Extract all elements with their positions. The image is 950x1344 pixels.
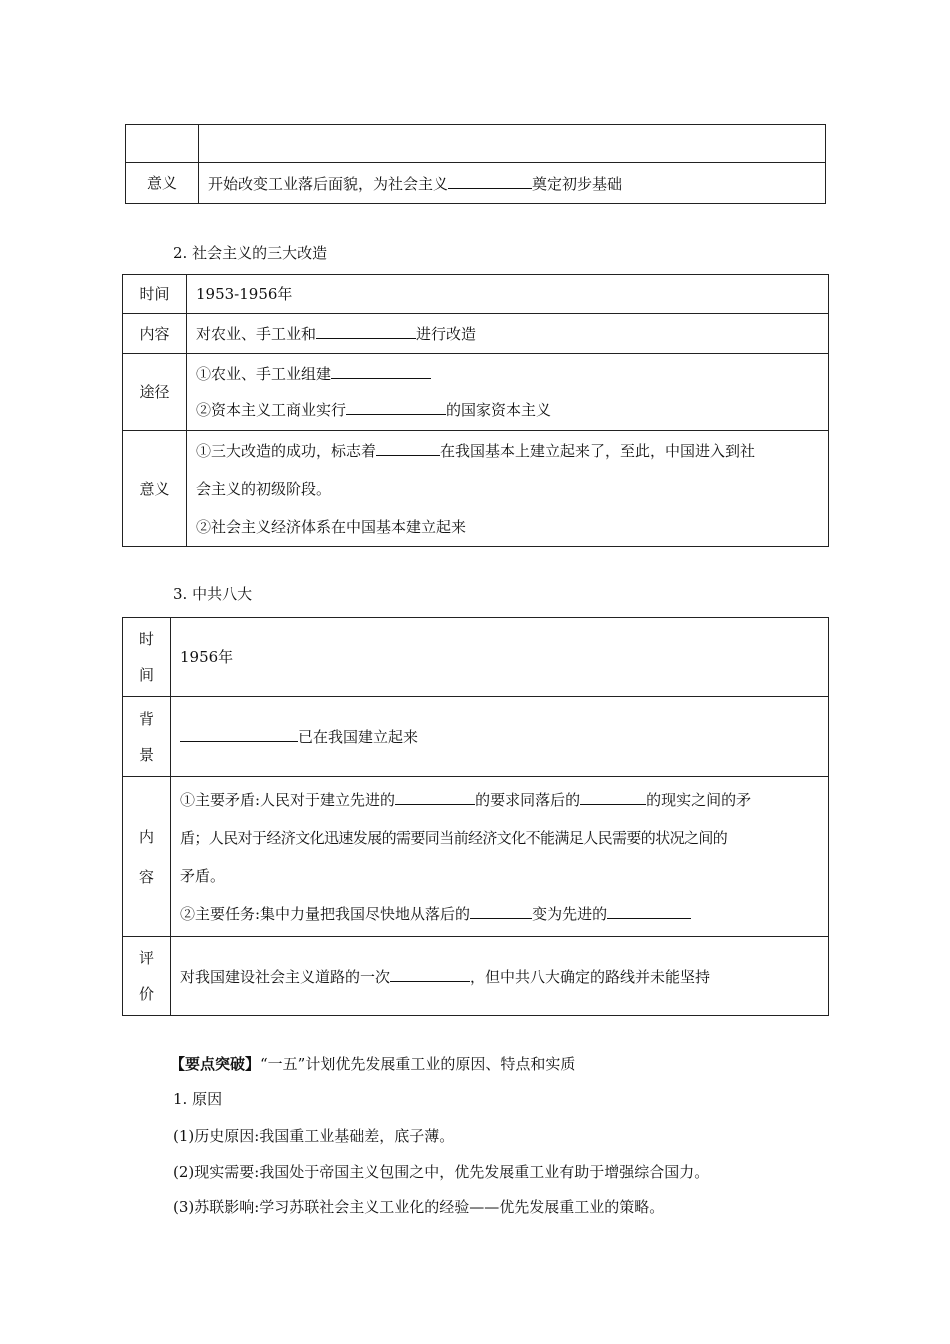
row-content: 1953-1956年 bbox=[187, 275, 829, 314]
table-first-five-year-plan-tail bbox=[125, 124, 826, 204]
row-content: ①三大改造的成功，标志着 在我国基本上建立起来了，至此，中国进入到社 会主义的初级阶段。 ②社会主义经济体系在中国基本建立起来 bbox=[187, 431, 829, 547]
table-row bbox=[123, 618, 829, 697]
table-three-transformations bbox=[122, 274, 829, 547]
table-row bbox=[123, 314, 829, 354]
row-content: 对我国建设社会主义道路的一次 ，但中共八大确定的路线并未能坚持 bbox=[171, 937, 829, 1016]
row-label: 途径 bbox=[123, 354, 187, 431]
fill-in-blank[interactable] bbox=[390, 966, 470, 982]
table-row bbox=[123, 937, 829, 1016]
empty-cell bbox=[126, 125, 199, 163]
table-row bbox=[126, 163, 826, 204]
row-content: 开始改变工业落后面貌，为社会主义 奠定初步基础 bbox=[199, 163, 826, 204]
row-label: 内 容 bbox=[123, 777, 171, 937]
keypoint-item: (1)历史原因:我国重工业基础差，底子薄。 bbox=[173, 1127, 455, 1145]
row-label: 意义 bbox=[126, 163, 199, 204]
row-label: 内容 bbox=[123, 314, 187, 354]
table-row bbox=[123, 431, 829, 547]
row-content: 已在我国建立起来 bbox=[171, 697, 829, 777]
section-heading: 3. 中共八大 bbox=[173, 585, 253, 603]
fill-in-blank[interactable] bbox=[470, 903, 532, 919]
table-row bbox=[126, 125, 826, 163]
table-row bbox=[123, 275, 829, 314]
row-label: 意义 bbox=[123, 431, 187, 547]
table-row bbox=[123, 697, 829, 777]
row-content: 1956年 bbox=[171, 618, 829, 697]
keypoint-title: “一五”计划优先发展重工业的原因、特点和实质 bbox=[260, 1055, 576, 1073]
keypoint-item: (2)现实需要:我国处于帝国主义包围之中，优先发展重工业有助于增强综合国力。 bbox=[173, 1163, 710, 1181]
fill-in-blank[interactable] bbox=[607, 903, 691, 919]
row-content: 对农业、手工业和 进行改造 bbox=[187, 314, 829, 354]
table-row bbox=[123, 777, 829, 937]
fill-in-blank[interactable] bbox=[395, 789, 475, 805]
row-content: ①主要矛盾:人民对于建立先进的 的要求同落后的 的现实之间的矛 盾；人民对于经济文化迅速发展的需要同当前经济文化不能满足人民需要的状况之间的 矛盾。 ②主要任务:集中力量把我国尽快地从落后的 变为先进的 bbox=[171, 777, 829, 937]
table-eighth-congress bbox=[122, 617, 829, 1016]
table-row bbox=[123, 354, 829, 431]
section-heading: 2. 社会主义的三大改造 bbox=[173, 244, 328, 262]
fill-in-blank[interactable] bbox=[580, 789, 646, 805]
keypoint-title-line bbox=[170, 1053, 575, 1074]
fill-in-blank[interactable] bbox=[180, 726, 298, 742]
row-label: 评 价 bbox=[123, 937, 171, 1016]
row-label: 时 间 bbox=[123, 618, 171, 697]
keypoint-item: (3)苏联影响:学习苏联社会主义工业化的经验——优先发展重工业的策略。 bbox=[173, 1198, 665, 1216]
fill-in-blank[interactable] bbox=[376, 440, 440, 456]
fill-in-blank[interactable] bbox=[331, 363, 431, 379]
row-label: 时间 bbox=[123, 275, 187, 314]
keypoint-tag: 【要点突破】 bbox=[170, 1055, 261, 1073]
fill-in-blank[interactable] bbox=[346, 399, 446, 415]
row-label: 背 景 bbox=[123, 697, 171, 777]
keypoint-subheading: 1. 原因 bbox=[173, 1090, 223, 1108]
fill-in-blank[interactable] bbox=[448, 173, 532, 189]
empty-cell bbox=[199, 125, 826, 163]
fill-in-blank[interactable] bbox=[316, 323, 416, 339]
row-content: ①农业、手工业组建 ②资本主义工商业实行 的国家资本主义 bbox=[187, 354, 829, 431]
